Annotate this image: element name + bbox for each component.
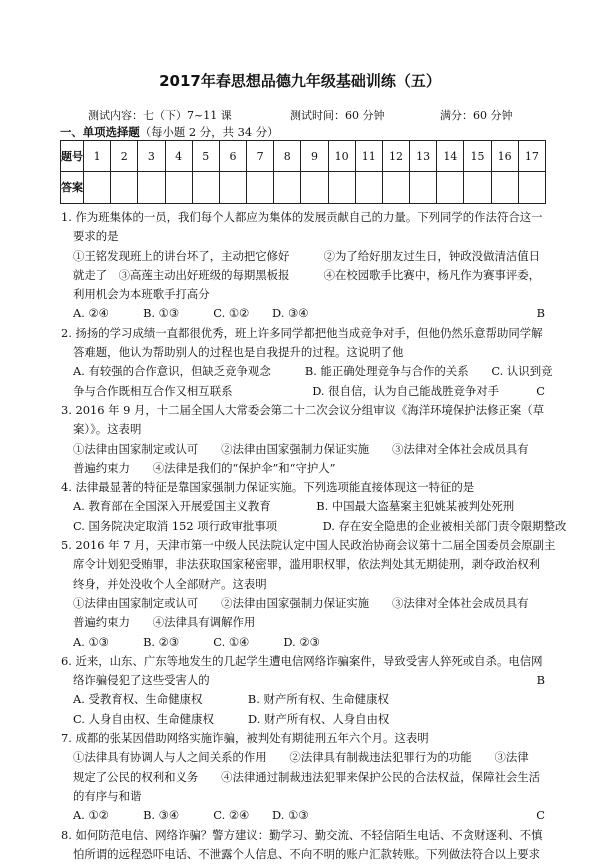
question-number-cell: 15 xyxy=(464,141,491,172)
question-text: 终身，并处没收个人全部财产。这表明 xyxy=(73,576,267,591)
question-text: A. 受教育权、生命健康权 B. 财产所有权、生命健康权 xyxy=(73,692,389,707)
question-line xyxy=(61,633,545,652)
answer-cell[interactable] xyxy=(84,172,111,204)
answer-mark: C xyxy=(536,383,545,398)
question-line xyxy=(61,748,545,767)
answer-cell[interactable] xyxy=(219,172,246,204)
question-line xyxy=(61,420,545,439)
question-line xyxy=(61,401,545,420)
question-line xyxy=(61,575,545,594)
answer-mark: B xyxy=(536,673,545,688)
question-text: 怕所谓的远程恐吓电话、不泄露个人信息、不向不明的账户汇款转账。下列做法符合以上要求 xyxy=(73,846,541,861)
question-text: 8. 如何防范电信、网络诈骗？警方建议：勤学习、勤交流、不轻信陌生电话、不贪财逐利、不慎 xyxy=(61,827,543,842)
answer-cell[interactable] xyxy=(301,172,328,204)
question-text: C. 人身自由权、生命健康权 D. 财产所有权、人身自由权 xyxy=(73,711,390,726)
question-text: A. ①② B. ③④ C. ②④ D. ①③ xyxy=(73,808,309,823)
question-line xyxy=(61,671,545,690)
question-text: 2. 扬扬的学习成绩一直都很优秀，班上许多同学都把他当成竞争对手，但他仍然乐意帮助同学解 xyxy=(61,325,543,340)
number-row xyxy=(61,141,546,172)
question-line xyxy=(61,652,545,671)
question-line xyxy=(61,382,545,401)
question-number-cell: 4 xyxy=(165,141,192,172)
question-number-cell: 10 xyxy=(328,141,355,172)
question-list xyxy=(61,208,567,864)
answer-cell[interactable] xyxy=(355,172,382,204)
number-row-label: 题号 xyxy=(61,141,84,172)
answer-cell[interactable] xyxy=(382,172,409,204)
question-line xyxy=(61,517,567,536)
answer-cell[interactable] xyxy=(111,172,138,204)
question-line xyxy=(61,845,545,864)
answer-cell[interactable] xyxy=(328,172,355,204)
question-text: A. 教育部在全国深入开展爱国主义教育 B. 中国最大盗墓案主犯姚某被判处死刑 xyxy=(73,499,515,514)
question-line xyxy=(61,304,545,323)
question-number-cell: 2 xyxy=(111,141,138,172)
test-info xyxy=(0,107,600,121)
question-line xyxy=(61,729,545,748)
section-note: （每小题 2 分，共 34 分） xyxy=(139,125,279,139)
question-text: 络诈骗侵犯了这些受害人的 xyxy=(73,673,210,688)
question-text: 利用机会为本班歌手打高分 xyxy=(73,287,210,302)
question-text: 就走了 ③高莲主动出好班级的每期黑板报 ④在校园歌手比赛中，杨凡作为赛事评委， xyxy=(73,267,541,282)
question-text: 答难题，他认为帮助别人的过程也是自我提升的过程。这说明了他 xyxy=(73,345,404,360)
question-number-cell: 17 xyxy=(518,141,545,172)
question-number-cell: 3 xyxy=(138,141,165,172)
question-line xyxy=(61,497,545,516)
question-text: C. 国务院决定取消 152 项行政审批事项 D. 存在安全隐患的企业被相关部门责令限期整改 xyxy=(73,518,567,533)
answer-mark: B xyxy=(536,306,545,321)
question-text: ①法律由国家制定或认可 ②法律由国家强制力保证实施 ③法律对全体社会成员具有 xyxy=(73,595,529,610)
section-heading xyxy=(60,124,279,140)
question-text: ①法律具有协调人与人之间关系的作用 ②法律具有制裁违法犯罪行为的功能 ③法律 xyxy=(73,750,529,765)
test-score: 满分：60 分钟 xyxy=(440,109,513,122)
question-text: 普遍约束力 ④法律具有调解作用 xyxy=(73,615,256,630)
question-text: A. 有较强的合作意识，但缺乏竞争观念 B. 能正确处理竞争与合作的关系 C. 认识到竞 xyxy=(73,364,553,379)
question-text: 要求的是 xyxy=(73,229,119,244)
question-number-cell: 5 xyxy=(192,141,219,172)
question-number-cell: 9 xyxy=(301,141,328,172)
question-line xyxy=(61,362,553,381)
question-line xyxy=(61,806,545,825)
question-number-cell: 12 xyxy=(382,141,409,172)
answer-cell[interactable] xyxy=(192,172,219,204)
question-text: 6. 近来，山东、广东等地发生的几起学生遭电信网络诈骗案件，导致受害人猝死或自杀。电信网 xyxy=(61,653,543,668)
question-line xyxy=(61,440,545,459)
answer-row xyxy=(61,172,546,204)
question-text: 7. 成都的张某因借助网络实施诈骗，被判处有期徒刑五年六个月。这表明 xyxy=(61,731,429,746)
question-text: 5. 2016 年 7 月，天津市第一中级人民法院认定中国人民政治协商会议第十二届全国委员会原副主 xyxy=(61,538,556,553)
question-line xyxy=(61,594,545,613)
answer-cell[interactable] xyxy=(274,172,301,204)
question-text: 规定了公民的权利和义务 ④法律通过制裁违法犯罪来保护公民的合法权益，保障社会生活 xyxy=(73,769,541,784)
question-text: ①王铭发现班上的讲台坏了，主动把它修好 ②为了给好朋友过生日，钟政没做清洁值日 xyxy=(73,248,541,263)
question-text: 争与合作既相互合作又相互联系 D. 很自信，认为自己能战胜竞争对手 xyxy=(73,383,500,398)
answer-cell[interactable] xyxy=(410,172,437,204)
answer-table xyxy=(60,140,546,204)
answer-row-label: 答案 xyxy=(61,172,84,204)
question-line xyxy=(61,768,545,787)
question-line xyxy=(61,208,545,227)
question-line xyxy=(61,710,545,729)
answer-cell[interactable] xyxy=(437,172,464,204)
question-number-cell: 13 xyxy=(410,141,437,172)
question-text: 1. 作为班集体的一员，我们每个人都应为集体的发展贡献自己的力量。下列同学的作法符合这一 xyxy=(61,210,543,224)
page-title: 2017年春思想品德九年级基础训练（五） xyxy=(159,72,441,90)
question-line xyxy=(61,613,545,632)
question-number-cell: 7 xyxy=(247,141,274,172)
question-text: 普遍约束力 ④法律是我们的“保护伞”和“守护人” xyxy=(73,460,336,475)
answer-mark: C xyxy=(536,808,545,823)
question-line xyxy=(61,536,556,555)
question-line xyxy=(61,459,545,478)
answer-cell[interactable] xyxy=(518,172,545,204)
answer-cell[interactable] xyxy=(247,172,274,204)
question-line xyxy=(61,343,545,362)
test-content: 测试内容：七（下）7~11 课 xyxy=(88,109,232,122)
question-line xyxy=(61,324,545,343)
question-line xyxy=(61,478,545,497)
section-title: 一、单项选择题 xyxy=(60,125,140,139)
question-line xyxy=(61,690,545,709)
question-number-cell: 16 xyxy=(491,141,518,172)
question-text: 的有序与和谐 xyxy=(73,788,142,803)
question-text: 案）》。这表明 xyxy=(73,422,142,437)
question-text: ①法律由国家制定或认可 ②法律由国家强制力保证实施 ③法律对全体社会成员具有 xyxy=(73,441,529,456)
question-line xyxy=(61,787,545,806)
question-text: A. ①③ B. ②③ C. ①④ D. ②③ xyxy=(73,634,320,649)
question-number-cell: 1 xyxy=(84,141,111,172)
question-number-cell: 8 xyxy=(274,141,301,172)
question-line xyxy=(61,826,545,845)
answer-cell[interactable] xyxy=(165,172,192,204)
question-text: A. ②④ B. ①③ C. ①② D. ③④ xyxy=(73,306,309,321)
question-line xyxy=(61,555,545,574)
question-text: 3. 2016 年 9 月，十二届全国人大常委会第二十二次会议分组审议《海洋环境保护法修正案（草 xyxy=(61,402,545,417)
question-line xyxy=(61,227,545,246)
answer-cell[interactable] xyxy=(491,172,518,204)
question-number-cell: 14 xyxy=(437,141,464,172)
question-line xyxy=(61,247,545,266)
test-time: 测试时间：60 分钟 xyxy=(290,109,385,122)
question-line xyxy=(61,266,545,285)
answer-cell[interactable] xyxy=(464,172,491,204)
answer-cell[interactable] xyxy=(138,172,165,204)
question-number-cell: 6 xyxy=(219,141,246,172)
question-number-cell: 11 xyxy=(355,141,382,172)
question-line xyxy=(61,285,545,304)
question-text: 席令计划犯受贿罪，非法获取国家秘密罪，滥用职权罪，依法判处其无期徒刑，剥夺政治权利 xyxy=(73,557,541,572)
question-text: 4. 法律最显著的特征是靠国家强制力保证实施。下列选项能直接体现这一特征的是 xyxy=(61,480,475,495)
